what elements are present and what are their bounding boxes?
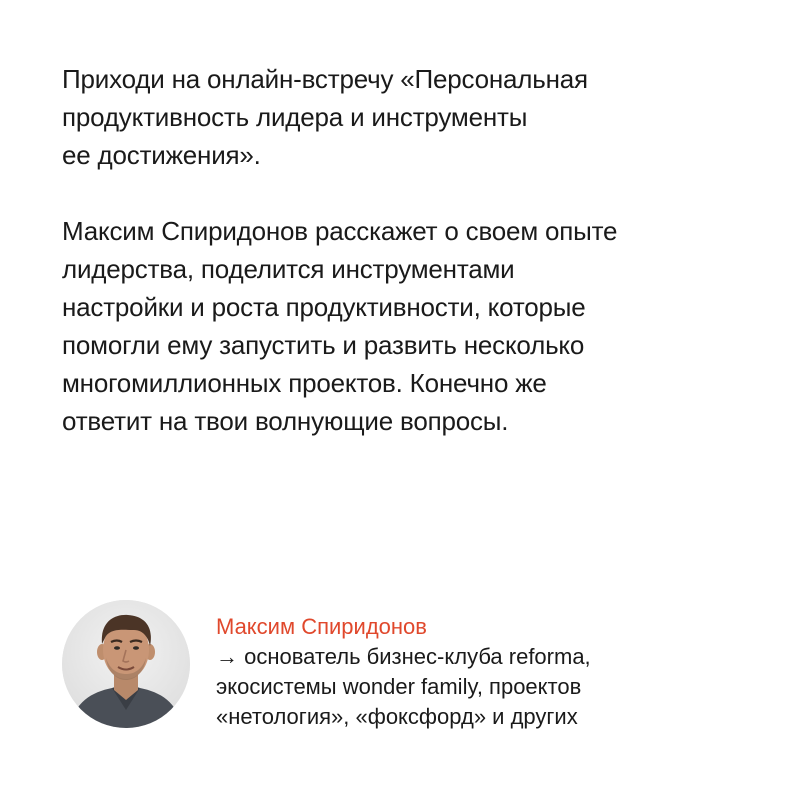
speaker-description: [216, 642, 736, 732]
speaker-avatar: [62, 600, 190, 728]
details-line: Максим Спиридонов расскажет о своем опыте: [62, 216, 618, 246]
speaker-info: [216, 612, 736, 732]
speaker-description-line: экосистемы wonder family, проектов: [216, 674, 582, 699]
speaker-description-line: → основатель бизнес-клуба reforma,: [216, 644, 591, 669]
intro-paragraph: [62, 60, 762, 174]
intro-line: ее достижения».: [62, 140, 261, 170]
details-line: лидерства, поделится инструментами: [62, 254, 515, 284]
announcement-text: [62, 60, 762, 440]
intro-line: Приходи на онлайн-встречу «Персональная: [62, 64, 588, 94]
details-line: многомиллионных проектов. Конечно же: [62, 368, 547, 398]
details-paragraph: [62, 212, 762, 440]
details-line: ответит на твои волнующие вопросы.: [62, 406, 509, 436]
person-photo-icon: [62, 600, 190, 728]
speaker-name: Максим Спиридонов: [216, 614, 427, 639]
speaker-card: [62, 600, 742, 740]
intro-line: продуктивность лидера и инструменты: [62, 102, 528, 132]
details-line: помогли ему запустить и развить несколько: [62, 330, 585, 360]
details-line: настройки и роста продуктивности, которые: [62, 292, 586, 322]
speaker-description-line: «нетология», «фоксфорд» и других: [216, 704, 578, 729]
